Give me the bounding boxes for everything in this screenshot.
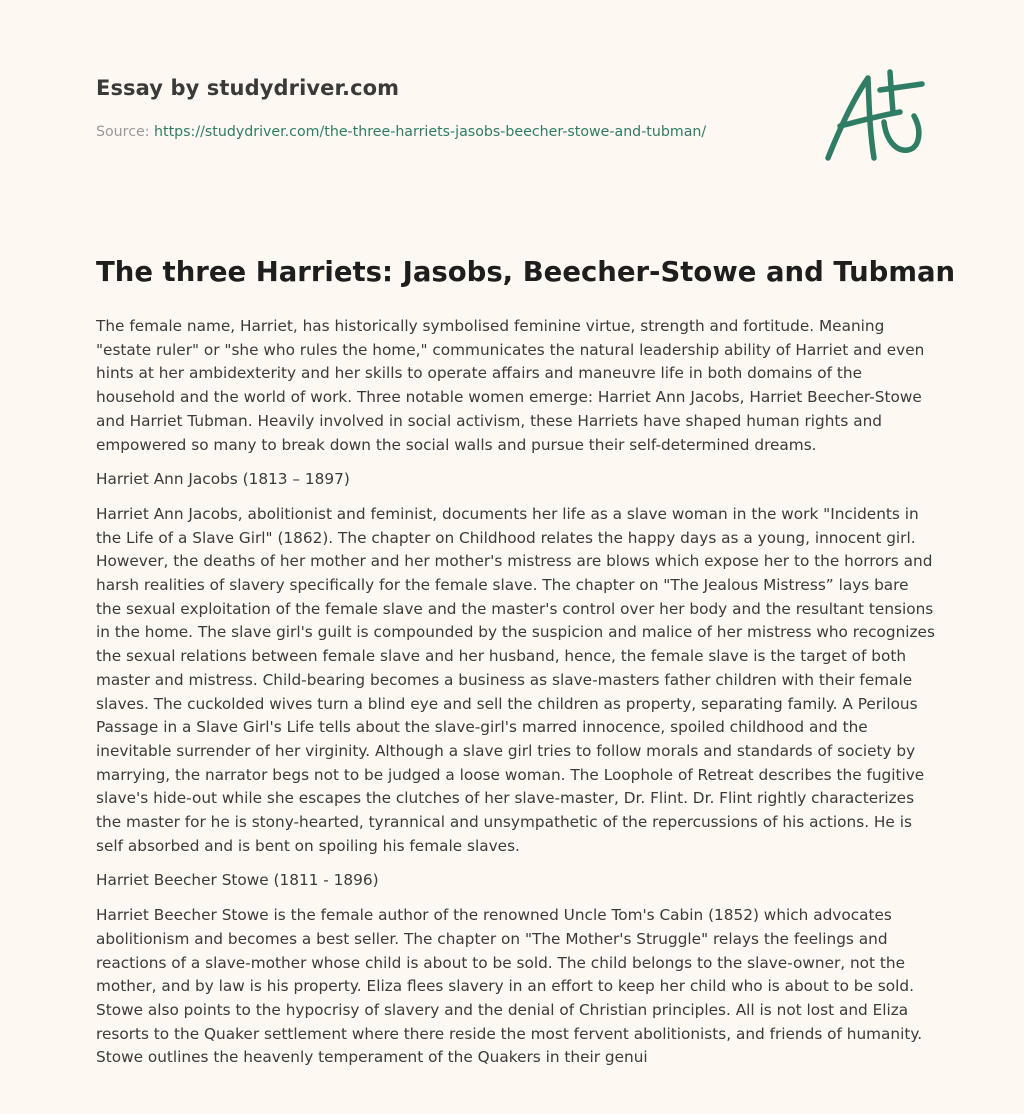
section-paragraph-jacobs: Harriet Ann Jacobs, abolitionist and feminist, documents her life as a slave woman in the work "Incidents in the Life of a Slave Girl" (1862). The chapter on Childhood relates the happy days as a young, innocent girl. However, the deaths of her mother and her mother's mistress are blows which expose her to the horrors and harsh realities of slavery specifically for the female slave. The chapter on "The Jealous Mistress” lays bare the sexual exploitation of the female slave and the master's control over her body and the resultant tensions in the home. The slave girl's guilt is compounded by the suspicion and malice of her mistress who recognizes the sexual relations between female slave and her husband, hence, the female slave is the target of both master and mistress. Child-bearing becomes a business as slave-masters father children with their female slaves. The cuckolded wives turn a blind eye and sell the children as property, separating family. A Perilous Passage in a Slave Girl's Life tells about the slave-girl's marred innocence, spoiled childhood and the inevitable surrender of her virginity. Although a slave girl tries to follow morals and standards of society by marrying, the narrator begs not to be judged a loose woman. The Loophole of Retreat describes the fugitive slave's hide-out while she escapes the clutches of her slave-master, Dr. Flint. Dr. Flint rightly characterizes the master for he is stony-hearted, tyrannical and unsympathetic of the repercussions of his actions. He is self absorbed and is bent on spoiling his female slaves. (96, 504, 935, 855)
essay-title: The three Harriets: Jasobs, Beecher-Stowe and Tubman (96, 256, 956, 288)
site-title: Essay by studydriver.com (96, 76, 400, 100)
intro-paragraph: The female name, Harriet, has historically symbolised feminine virtue, strength and fortitude. Meaning "estate ruler" or "she who rules the home," communicates the natural leadership ability of Harriet and even hints at her ambidexterity and her skills to operate affairs and maneuvre life in both domains of the household and the world of work. Three notable women emerge: Harriet Ann Jacobs, Harriet Beecher-Stowe and Harriet Tubman. Heavily involved in social activism, these Harriets have shaped human rights and empowered so many to break down the social walls and pursue their self-determined dreams. (96, 317, 925, 454)
section-heading-jacobs: Harriet Ann Jacobs (1813 – 1897) (96, 470, 350, 489)
source-line (96, 124, 706, 140)
a-plus-logo-icon (818, 66, 930, 166)
section-heading-stowe: Harriet Beecher Stowe (1811 - 1896) (96, 871, 379, 890)
section-paragraph-stowe: Harriet Beecher Stowe is the female author of the renowned Uncle Tom's Cabin (1852) which advocates abolitionism and becomes a best seller. The chapter on "The Mother's Struggle" relays the feelings and reactions of a slave-mother whose child is about to be sold. The child belongs to the slave-owner, not the mother, and by law is his property. Eliza flees slavery in an effort to keep her child who is about to be sold. Stowe also points to the hypocrisy of slavery and the denial of Christian principles. All is not lost and Eliza resorts to the Quaker settlement where there reside the most fervent abolitionists, and friends of humanity. Stowe outlines the heavenly temperament of the Quakers in their genui (96, 906, 923, 1067)
essay-body (96, 315, 936, 1081)
source-link[interactable]: https://studydriver.com/the-three-harriets-jasobs-beecher-stowe-and-tubman/ (154, 124, 707, 140)
source-label: Source: (96, 124, 150, 140)
